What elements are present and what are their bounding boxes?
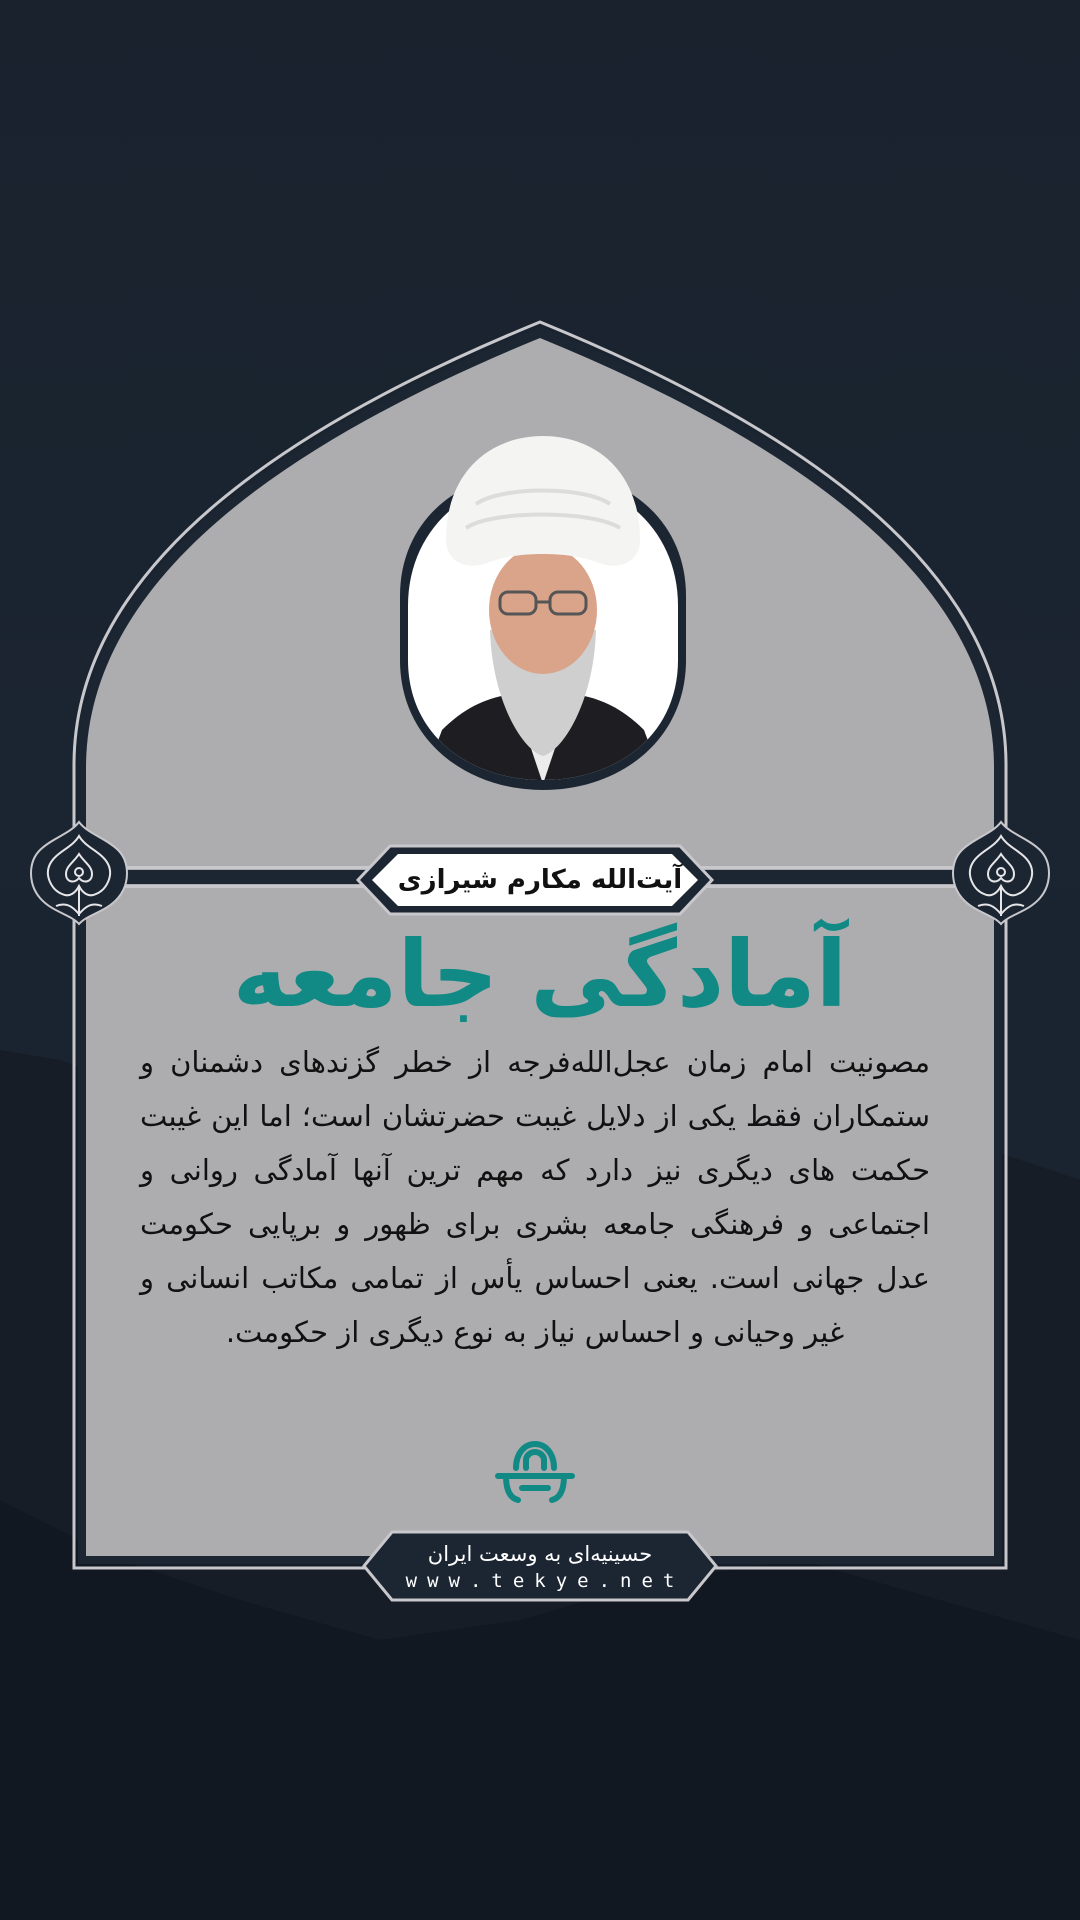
footer-plate [380, 1534, 700, 1600]
ornament-right-icon [948, 818, 1054, 928]
footer-slogan: حسینیه‌ای به وسعت ایران [427, 1542, 653, 1566]
author-portrait [402, 430, 684, 784]
tekye-logo-icon [492, 1438, 578, 1506]
page-title: آمادگی جامعه [232, 921, 848, 1028]
ornament-left-icon [26, 818, 132, 928]
footer-website-link[interactable]: www.tekye.net [405, 1570, 685, 1592]
author-name: آیت‌الله مکارم شیرازی [397, 865, 683, 895]
quote-body: مصونیت امام زمان عجل‌الله‌فرجه از خطر گزندهای دشمنان و ستمکاران فقط یکی از دلایل غیبت حضرتشان است؛ اما این غیبت حکمت های دیگری نیز دارد که مهم ترین آنها آمادگی روانی و اجتماعی و فرهنگی جامعه بشری برای ظهور و برپایی حکومت عدل جهانی است. یعنی احساس یأس از تمامی مکاتب انسانی و غیر وحیانی و احساس نیاز به نوع دیگری از حکومت. [140, 1045, 930, 1349]
